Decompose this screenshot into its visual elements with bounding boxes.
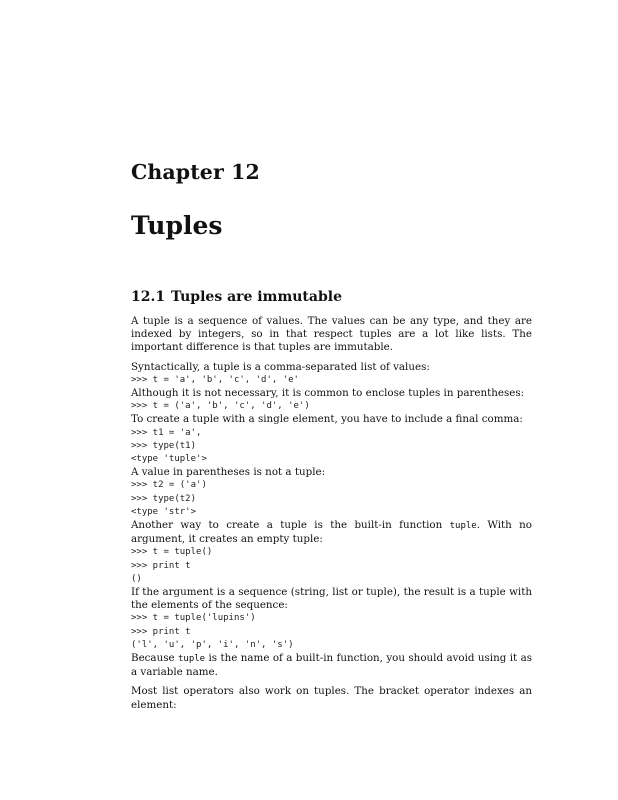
code-line: <type 'str'>: [131, 506, 197, 517]
paragraph: A tuple is a sequence of values. The values can be any type, and they are indexed by integers, so in that respect tuples are a lot like lists. The important difference is that tuples are immutable.: [131, 315, 532, 354]
code-line: >>> print t: [131, 626, 191, 637]
chapter-label: Chapter 12: [131, 160, 260, 184]
paragraph: [131, 519, 532, 546]
paragraph-text: . With no argument, it creates an empty tuple:: [131, 519, 532, 546]
code-line: ('l', 'u', 'p', 'i', 'n', 's'): [131, 639, 294, 650]
paragraph: To create a tuple with a single element, you have to include a final comma:: [131, 413, 523, 426]
paragraph: A value in parentheses is not a tuple:: [131, 466, 326, 479]
paragraph-text: Because: [131, 652, 175, 665]
code-line: (): [131, 573, 142, 584]
section-heading: [131, 289, 342, 305]
code-line: >>> t = tuple(): [131, 547, 213, 558]
code-line: <type 'tuple'>: [131, 454, 207, 465]
code-line: >>> t = 'a', 'b', 'c', 'd', 'e': [131, 374, 299, 385]
paragraph: Syntactically, a tuple is a comma-separated list of values:: [131, 360, 430, 373]
code-line: >>> type(t2): [131, 493, 197, 504]
code-line: >>> t2 = ('a'): [131, 480, 207, 491]
section-title: Tuples are immutable: [171, 289, 342, 305]
code-line: >>> t1 = 'a',: [131, 427, 202, 438]
paragraph: If the argument is a sequence (string, list or tuple), the result is a tuple with the elements of the sequence:: [131, 586, 532, 612]
inline-code: tuple: [178, 654, 206, 665]
paragraph-text: Another way to create a tuple is the built-in function: [131, 519, 443, 532]
code-line: >>> type(t1): [131, 440, 197, 451]
chapter-title: Tuples: [131, 211, 223, 240]
body-text: [131, 315, 532, 712]
paragraph: [131, 652, 532, 679]
code-line: >>> t = tuple('lupins'): [131, 613, 256, 624]
paragraph: Most list operators also work on tuples. The bracket operator indexes an element:: [131, 685, 532, 711]
section-number: 12.1: [131, 289, 166, 305]
paragraph-text: is the name of a built-in function, you should avoid using it as a variable name.: [131, 652, 533, 679]
paragraph: Although it is not necessary, it is common to enclose tuples in parentheses:: [131, 387, 525, 400]
code-line: >>> t = ('a', 'b', 'c', 'd', 'e'): [131, 401, 310, 412]
inline-code: tuple: [449, 521, 477, 532]
code-line: >>> print t: [131, 560, 191, 571]
